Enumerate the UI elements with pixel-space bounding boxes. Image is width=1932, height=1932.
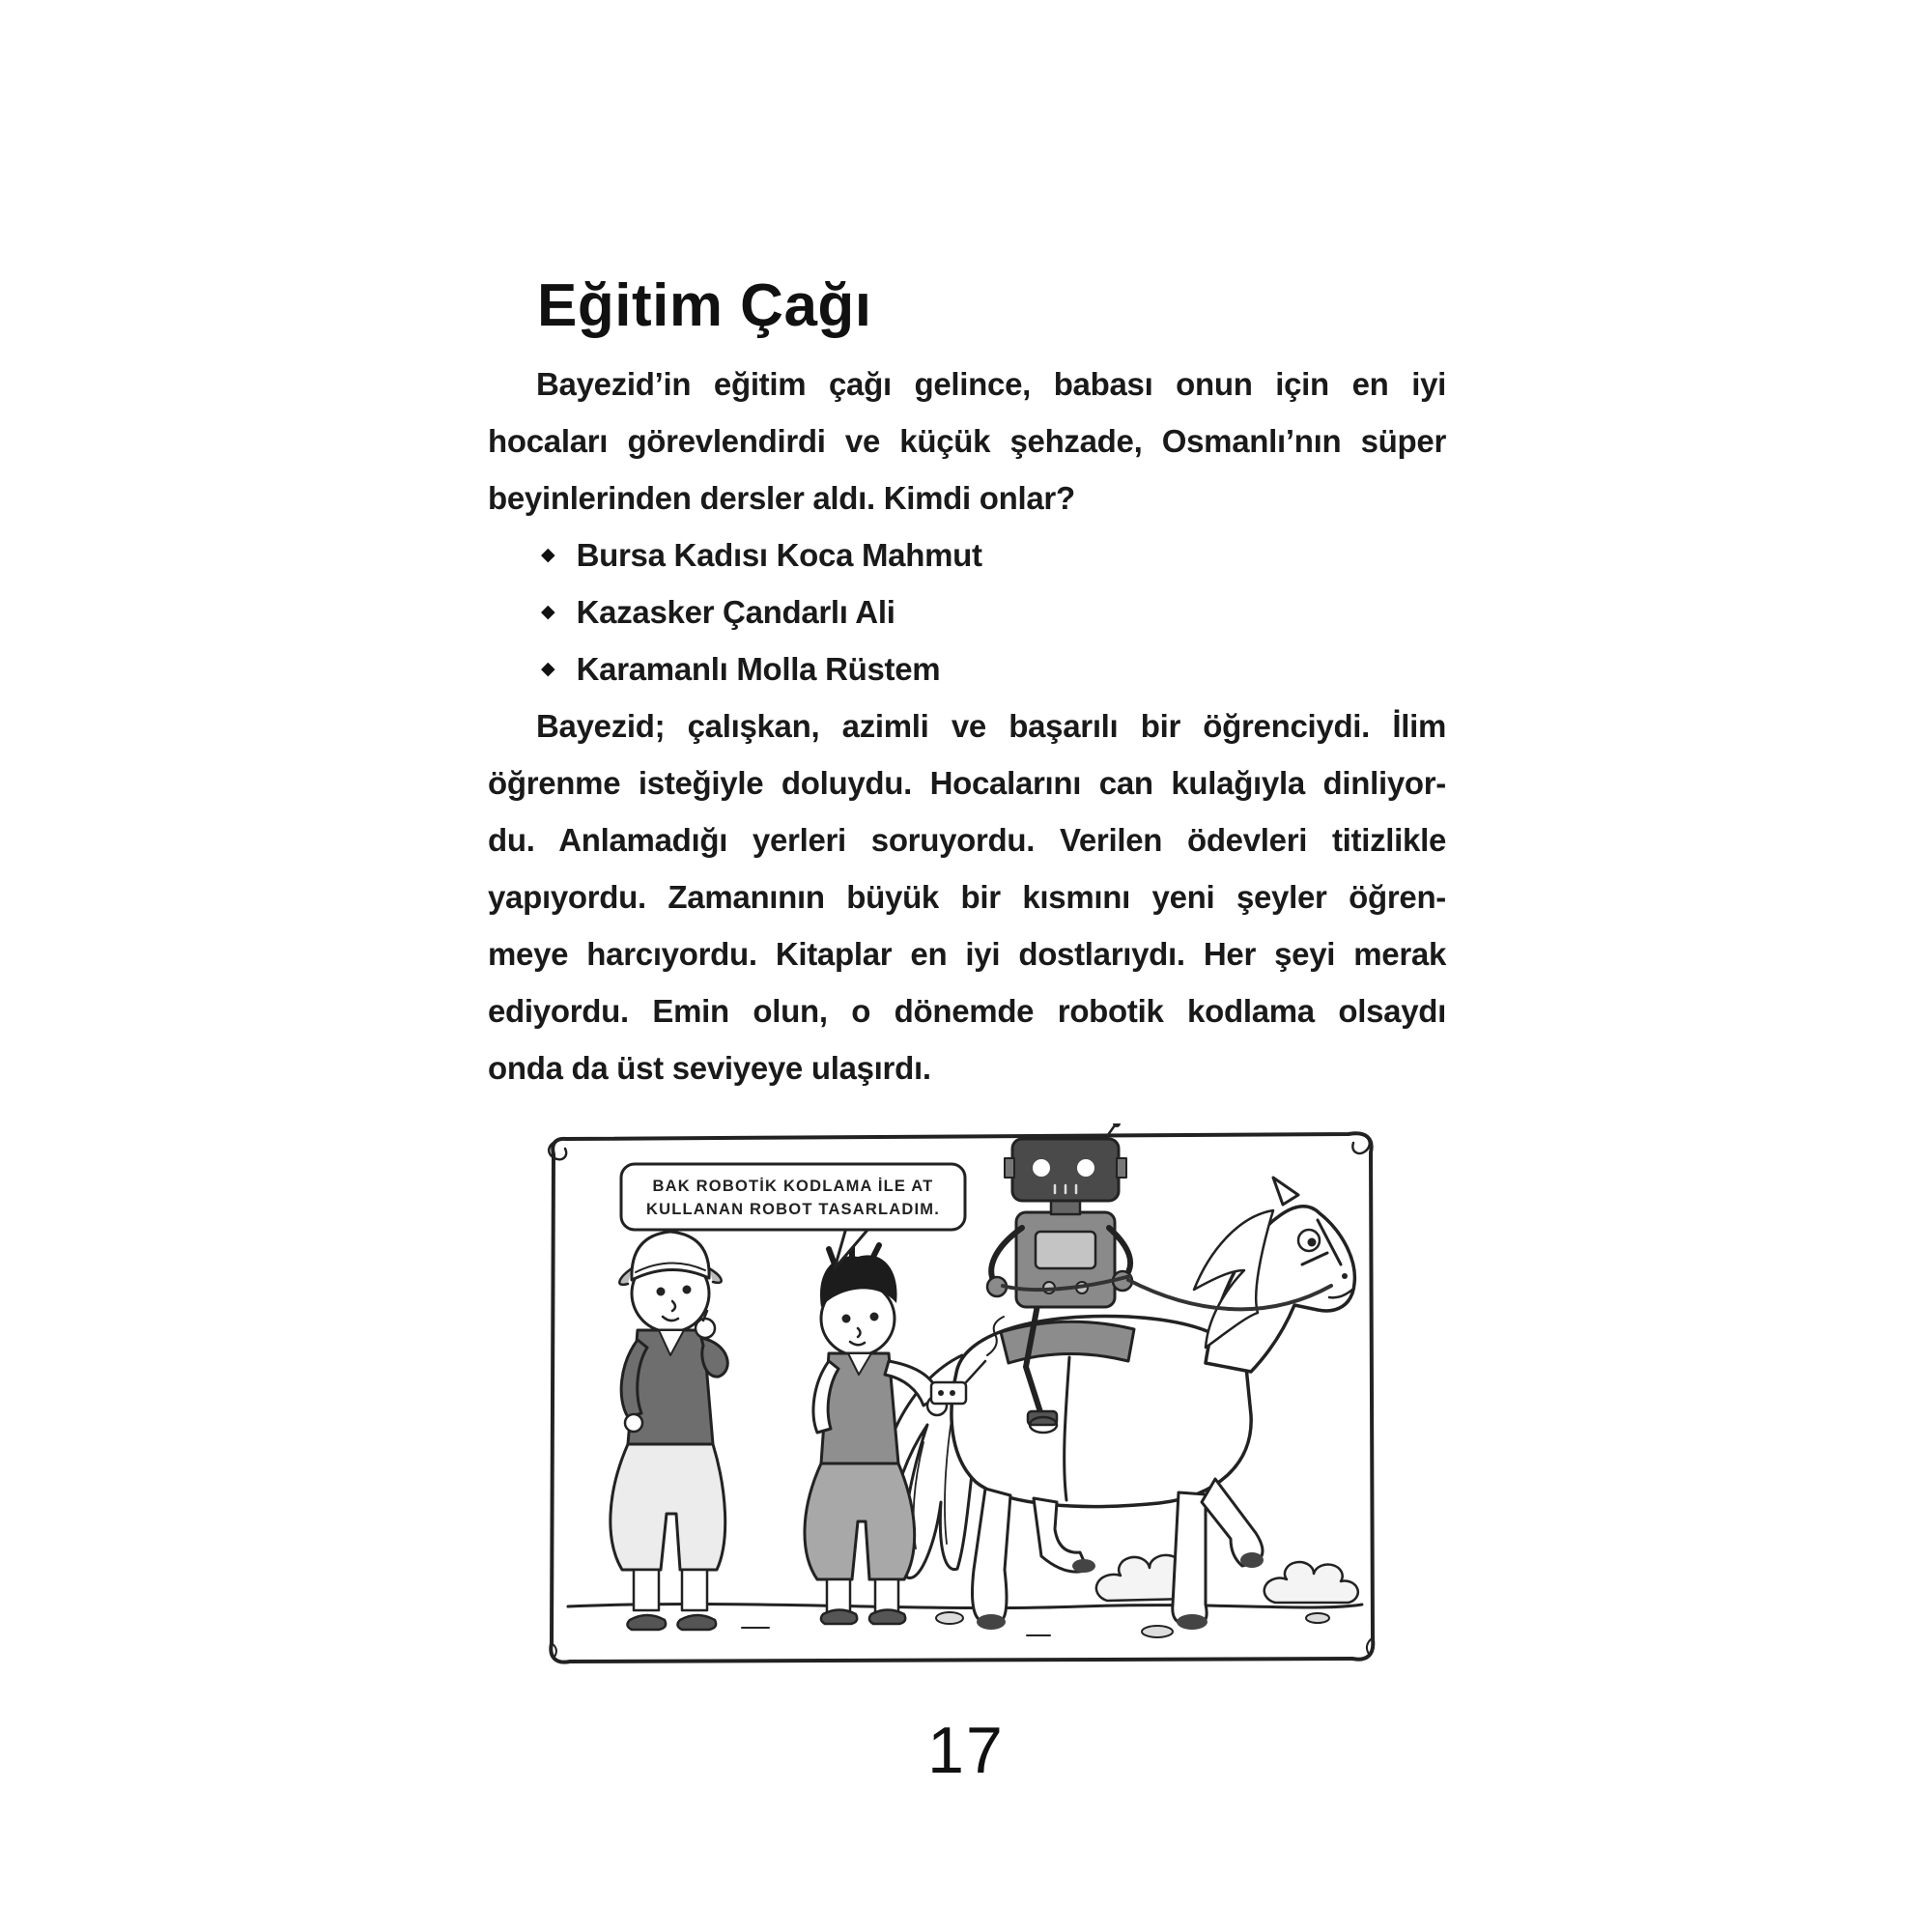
paragraph-line: Bayezid’in eğitim çağı gelince, babası onun için en iyi — [536, 366, 1446, 402]
paragraph-1 — [488, 355, 1446, 526]
paragraph-line: öğrenme isteğiyle doluydu. Hocalarını can kulağıyla dinliyor- — [488, 765, 1446, 801]
bullet-item — [488, 640, 1446, 697]
bullet-item — [488, 583, 1446, 640]
bullet-label: Kazasker Çandarlı Ali — [576, 593, 895, 630]
paragraph-line: hocaları görevlendirdi ve küçük şehzade, Osmanlı’nın süper — [488, 423, 1446, 459]
bullet-item — [488, 526, 1446, 583]
bullet-label: Karamanlı Molla Rüstem — [576, 650, 941, 687]
bullet-label: Bursa Kadısı Koca Mahmut — [576, 536, 982, 573]
text-column — [488, 355, 1446, 1096]
paragraph-2 — [488, 697, 1446, 1096]
diamond-bullet-icon: ◆ — [541, 545, 555, 565]
paragraph-line: meye harcıyordu. Kitaplar en iyi dostlarıydı. Her şeyi merak — [488, 936, 1446, 972]
speech-bubble-line-2: KULLANAN ROBOT TASARLADIM. — [645, 1201, 941, 1218]
comic-illustration — [539, 1123, 1391, 1672]
speech-bubble-line-1: BAK ROBOTİK KODLAMA İLE AT — [652, 1178, 934, 1195]
teacher-bullet-list — [488, 526, 1446, 697]
paragraph-line: beyinlerinden dersler aldı. Kimdi onlar? — [488, 480, 1075, 516]
paragraph-line: onda da üst seviyeye ulaşırdı. — [488, 1050, 931, 1086]
paragraph-line: ediyordu. Emin olun, o dönemde robotik kodlama olsaydı — [488, 993, 1446, 1029]
chapter-title: Eğitim Çağı — [537, 272, 872, 339]
paragraph-line: yapıyordu. Zamanının büyük bir kısmını yeni şeyler öğren- — [488, 879, 1446, 915]
paragraph-line: du. Anlamadığı yerleri soruyordu. Verilen ödevleri titizlikle — [488, 822, 1446, 858]
diamond-bullet-icon: ◆ — [541, 602, 555, 622]
paragraph-line: Bayezid; çalışkan, azimli ve başarılı bir öğrenciydi. İlim — [536, 708, 1446, 744]
page-number: 17 — [927, 1714, 1005, 1787]
diamond-bullet-icon: ◆ — [541, 659, 555, 679]
